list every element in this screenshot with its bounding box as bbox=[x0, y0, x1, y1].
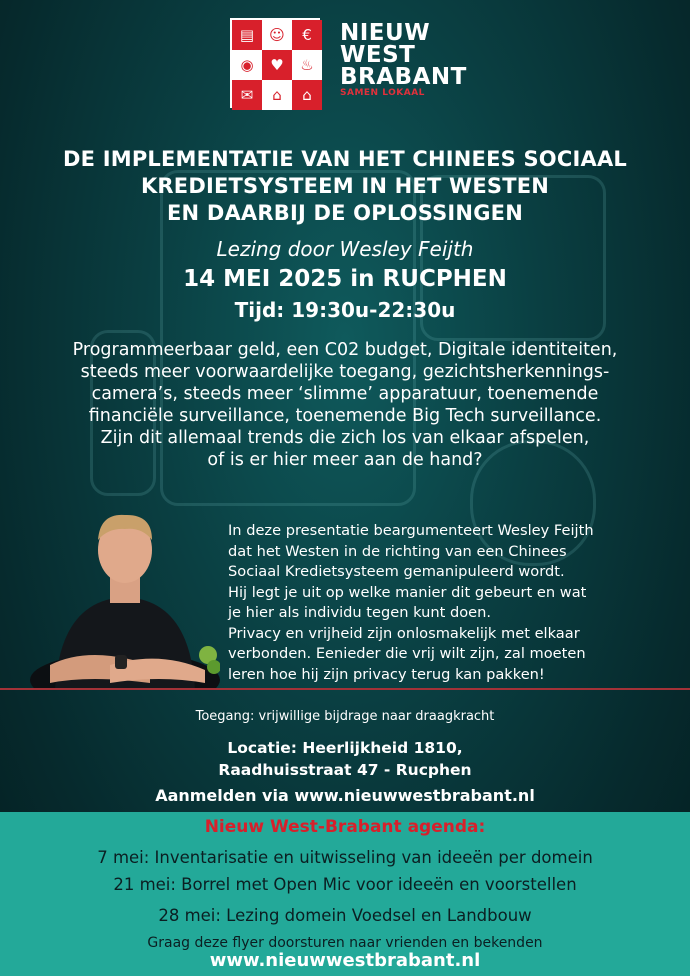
logo bbox=[230, 18, 467, 108]
intro-line: financiële surveillance, toenemende Big Tech surveillance. bbox=[88, 406, 602, 426]
description-line: Sociaal Kredietsysteem gemanipuleerd wordt. bbox=[228, 563, 565, 580]
event-time: Tijd: 19:30u-22:30u bbox=[234, 298, 456, 322]
people-icon: ☺ bbox=[262, 20, 292, 50]
register-link[interactable]: Aanmelden via www.nieuwwestbrabant.nl bbox=[155, 786, 535, 805]
money-icon: € bbox=[292, 20, 322, 50]
fire-icon: ♨ bbox=[292, 50, 322, 80]
speaker-photo bbox=[30, 505, 220, 690]
description-line: dat het Westen in de richting van een Chinees bbox=[228, 542, 567, 560]
agenda-item: 7 mei: Inventarisatie en uitwisseling van ideeën per domein bbox=[97, 848, 593, 867]
location-pin-icon: ◉ bbox=[232, 50, 262, 80]
intro-line: Zijn dit allemaal trends die zich los van elkaar afspelen, bbox=[100, 428, 590, 448]
website-link[interactable]: www.nieuwwestbrabant.nl bbox=[209, 950, 481, 971]
heart-pulse-icon: ♥ bbox=[262, 50, 292, 80]
lecturer: Lezing door Wesley Feijth bbox=[216, 237, 474, 261]
intro-line: camera’s, steeds meer ‘slimme’ apparatuur, toenemende bbox=[91, 384, 599, 404]
logo-tagline: SAMEN LOKAAL bbox=[340, 88, 425, 98]
event-title-line: DE IMPLEMENTATIE VAN HET CHINEES SOCIAAL bbox=[63, 147, 627, 171]
event-title bbox=[0, 146, 690, 227]
logo-line-2: WEST bbox=[340, 42, 416, 68]
location-info bbox=[0, 737, 690, 781]
logo-wordmark bbox=[340, 22, 467, 99]
description-line: Hij legt je uit op welke manier dit gebeurt en wat bbox=[228, 583, 587, 601]
agenda-item: 28 mei: Lezing domein Voedsel en Landbouw bbox=[158, 906, 532, 925]
book-icon: ▤ bbox=[232, 20, 262, 50]
intro-line: of is er hier meer aan de hand? bbox=[207, 450, 483, 470]
intro-line: steeds meer voorwaardelijke toegang, gezichtsherkennings- bbox=[80, 362, 610, 382]
description-line: leren hoe hij zijn privacy terug kan pakken! bbox=[228, 665, 545, 683]
intro-paragraph bbox=[40, 339, 650, 471]
description-line: verbonden. Eenieder die vrij wilt zijn, zal moeten bbox=[228, 645, 586, 662]
description-line: je hier als individu tegen kunt doen. bbox=[228, 604, 492, 621]
location-line-1: Locatie: Heerlijkheid 1810, bbox=[227, 739, 463, 757]
intro-line: Programmeerbaar geld, een C02 budget, Digitale identiteiten, bbox=[72, 340, 618, 360]
event-date: 14 MEI 2025 in RUCPHEN bbox=[183, 266, 507, 292]
description-paragraph bbox=[228, 521, 658, 685]
divider bbox=[0, 688, 690, 690]
agenda-item: 21 mei: Borrel met Open Mic voor ideeën en voorstellen bbox=[113, 875, 577, 894]
house-icon: ⌂ bbox=[292, 80, 322, 110]
logo-grid bbox=[230, 18, 320, 108]
chat-icon: ✉ bbox=[232, 80, 262, 110]
agenda-title: Nieuw West-Brabant agenda: bbox=[204, 817, 486, 837]
access-info: Toegang: vrijwillige bijdrage naar draagkracht bbox=[195, 709, 495, 724]
event-title-line: EN DAARBIJ DE OPLOSSINGEN bbox=[167, 201, 523, 225]
basket-icon: ⌂ bbox=[262, 80, 292, 110]
forward-request: Graag deze flyer doorsturen naar vrienden en bekenden bbox=[147, 935, 543, 951]
description-line: In deze presentatie beargumenteert Wesley Feijth bbox=[228, 522, 594, 539]
logo-line-3: BRABANT bbox=[340, 64, 467, 90]
logo-line-1: NIEUW bbox=[340, 20, 431, 46]
event-title-line: KREDIETSYSTEEM IN HET WESTEN bbox=[140, 174, 550, 198]
description-line: Privacy en vrijheid zijn onlosmakelijk met elkaar bbox=[228, 624, 580, 642]
location-line-2: Raadhuisstraat 47 - Rucphen bbox=[218, 761, 472, 779]
